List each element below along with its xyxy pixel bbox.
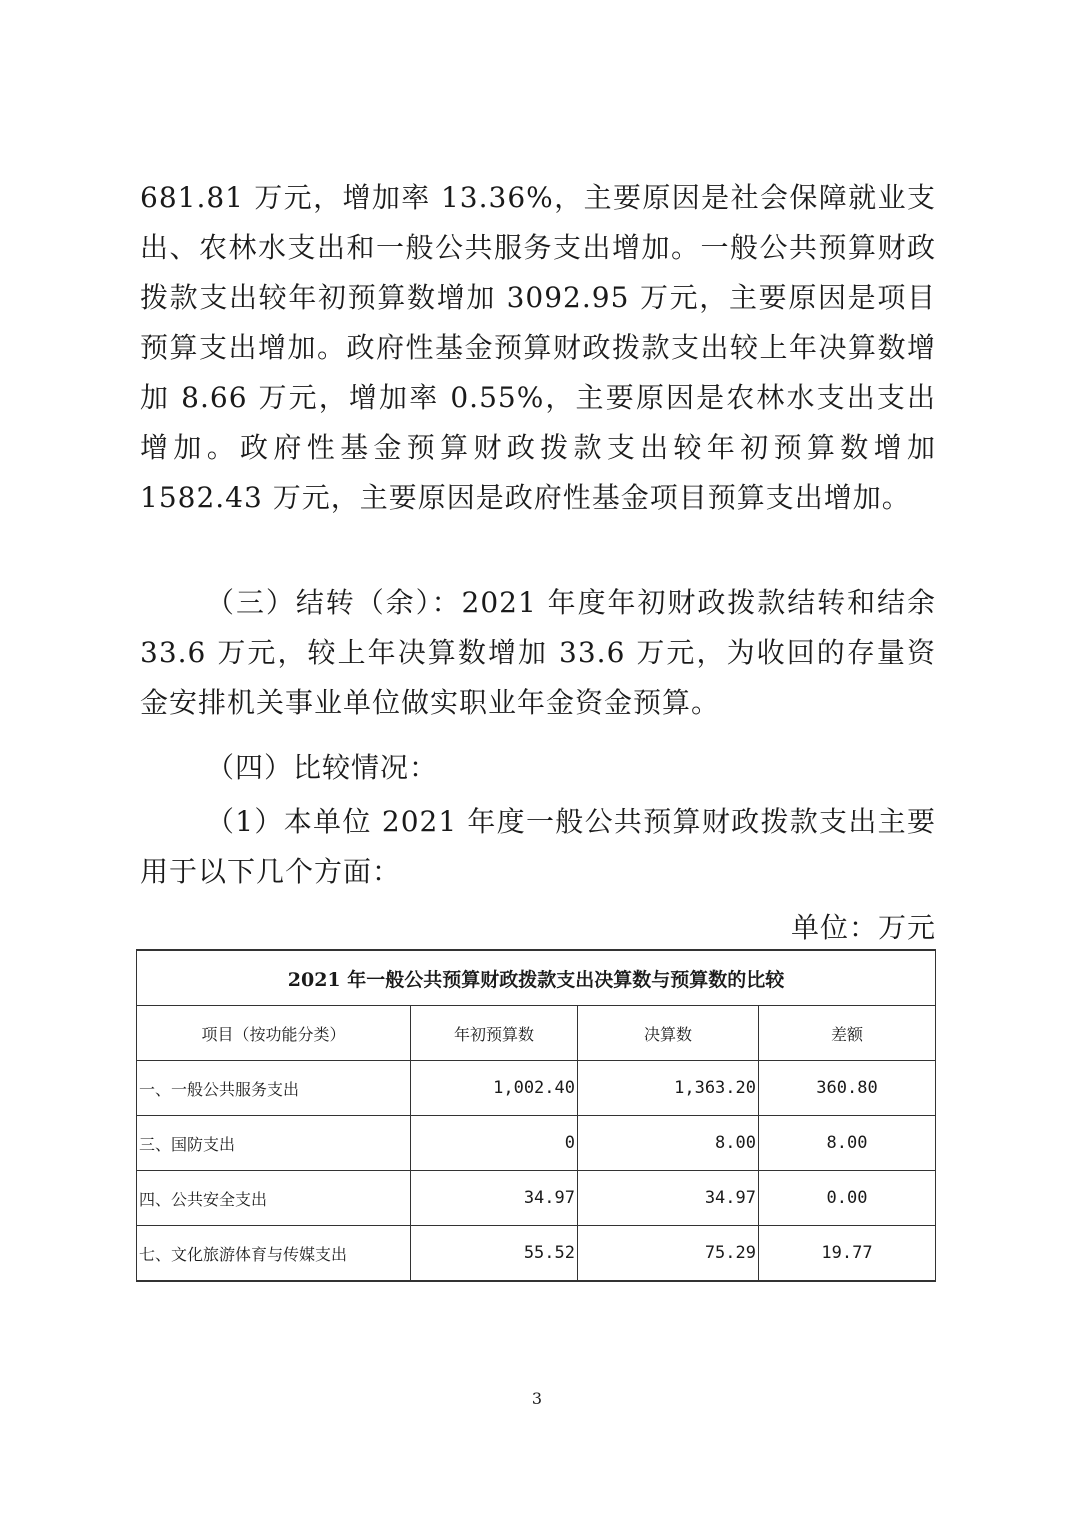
row-difference: 360.80 bbox=[759, 1061, 936, 1116]
section-heading-comparison: （四）比较情况： bbox=[206, 751, 439, 784]
table-row bbox=[137, 1226, 936, 1282]
page-number: 3 bbox=[531, 1389, 543, 1408]
table-title-row bbox=[137, 950, 936, 1006]
table-row bbox=[137, 1061, 936, 1116]
row-initial-budget: 1,002.40 bbox=[411, 1061, 578, 1116]
row-difference: 8.00 bbox=[759, 1116, 936, 1171]
header-item: 项目（按功能分类） bbox=[137, 1006, 411, 1061]
row-initial-budget: 0 bbox=[411, 1116, 578, 1171]
header-final-accounts: 决算数 bbox=[578, 1006, 759, 1061]
row-final-accounts: 1,363.20 bbox=[578, 1061, 759, 1116]
row-final-accounts: 8.00 bbox=[578, 1116, 759, 1171]
row-item: 一、一般公共服务支出 bbox=[137, 1061, 411, 1116]
row-item: 四、公共安全支出 bbox=[137, 1171, 411, 1226]
header-initial-budget: 年初预算数 bbox=[411, 1006, 578, 1061]
table-title: 2021 年一般公共预算财政拨款支出决算数与预算数的比较 bbox=[137, 950, 936, 1006]
table-row bbox=[137, 1116, 936, 1171]
table-header-row bbox=[137, 1006, 936, 1061]
header-difference: 差额 bbox=[759, 1006, 936, 1061]
row-difference: 19.77 bbox=[759, 1226, 936, 1282]
body-paragraph-intro-table: （1）本单位 2021 年度一般公共预算财政拨款支出主要用于以下几个方面： bbox=[140, 805, 936, 888]
row-initial-budget: 34.97 bbox=[411, 1171, 578, 1226]
table-row bbox=[137, 1171, 936, 1226]
row-item: 三、国防支出 bbox=[137, 1116, 411, 1171]
row-initial-budget: 55.52 bbox=[411, 1226, 578, 1282]
row-item: 七、文化旅游体育与传媒支出 bbox=[137, 1226, 411, 1282]
row-difference: 0.00 bbox=[759, 1171, 936, 1226]
body-paragraph-carryover: （三）结转（余）：2021 年度年初财政拨款结转和结余 33.6 万元，较上年决算数增加 33.6 万元，为收回的存量资金安排机关事业单位做实职业年金资金预算。 bbox=[140, 586, 936, 719]
row-final-accounts: 34.97 bbox=[578, 1171, 759, 1226]
body-paragraph-expenditure-change: 681.81 万元，增加率 13.36%，主要原因是社会保障就业支出、农林水支出和一般公共服务支出增加。一般公共预算财政拨款支出较年初预算数增加 3092.95 万元，主要原因是项目预算支出增加。政府性基金预算财政拨款支出较上年决算数增加 8.66 万元，增加率 0.55%，主要原因是农林水支出支出增加。政府性基金预算财政拨款支出较年初预算数增加 1582.43 万元，主要原因是政府性基金项目预算支出增加。 bbox=[140, 181, 936, 514]
unit-label: 单位：万元 bbox=[790, 911, 936, 944]
row-final-accounts: 75.29 bbox=[578, 1226, 759, 1282]
comparison-table bbox=[136, 949, 936, 1282]
